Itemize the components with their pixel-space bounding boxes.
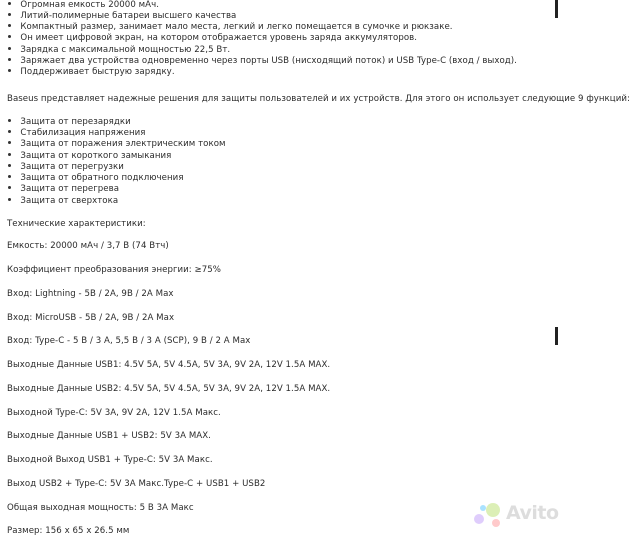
spec-line: Коэффициент преобразования энергии: ≥75% bbox=[7, 265, 222, 275]
bullet-icon bbox=[8, 13, 11, 16]
avito-logo-icon bbox=[470, 502, 504, 528]
protection-item: Защита от сверхтока bbox=[8, 196, 118, 207]
feature-item: Он имеет цифровой экран, на котором отображается уровень заряда аккумуляторов. bbox=[8, 33, 417, 44]
watermark-text: Avito bbox=[506, 502, 559, 524]
bullet-icon bbox=[8, 175, 11, 178]
spec-line: Вход: MicroUSB - 5В / 2А, 9В / 2A Max bbox=[7, 313, 175, 323]
avito-watermark bbox=[470, 500, 559, 530]
spec-line: Выходной Type-C: 5V 3A, 9V 2A, 12V 1.5A Макс. bbox=[7, 408, 221, 418]
spec-line: Выходные Данные USB2: 4.5V 5A, 5V 4.5A, 5V 3A, 9V 2A, 12V 1.5A MAX. bbox=[7, 384, 331, 394]
bullet-icon bbox=[8, 198, 11, 201]
bullet-icon bbox=[8, 119, 11, 122]
bullet-icon bbox=[8, 58, 11, 61]
protection-item: Защита от перезарядки bbox=[8, 117, 131, 128]
spec-line: Выход USB2 + Type-C: 5V 3A Макс.Type-C + USB1 + USB2 bbox=[7, 479, 266, 489]
bullet-icon bbox=[8, 2, 11, 5]
bullet-icon bbox=[8, 69, 11, 72]
bullet-icon bbox=[8, 24, 11, 27]
feature-item: Огромная емкость 20000 мАч. bbox=[8, 0, 159, 11]
bullet-icon bbox=[8, 141, 11, 144]
feature-item: Компактный размер, занимает мало места, легкий и легко помещается в сумочке и рюкзаке. bbox=[8, 22, 453, 33]
bullet-icon bbox=[8, 164, 11, 167]
bullet-icon bbox=[8, 47, 11, 50]
spec-line: Вход: Lightning - 5В / 2А, 9В / 2A Max bbox=[7, 289, 174, 299]
spec-line: Размер: 156 x 65 x 26.5 мм bbox=[7, 526, 130, 536]
spec-line: Выходные Данные USB1 + USB2: 5V 3A MAX. bbox=[7, 431, 211, 441]
feature-item: Заряжает два устройства одновременно через порты USB (нисходящий поток) и USB Type-C (вход / выход). bbox=[8, 56, 517, 67]
protection-item: Защита от обратного подключения bbox=[8, 173, 184, 184]
feature-item: Поддерживает быструю зарядку. bbox=[8, 67, 175, 78]
feature-item: Зарядка с максимальной мощностью 22,5 Вт. bbox=[8, 45, 230, 56]
intro-paragraph: Baseus представляет надежные решения для защиты пользователей и их устройств. Для этого он использует следующие 9 функций: bbox=[7, 94, 630, 104]
feature-item: Литий-полимерные батареи высшего качества bbox=[8, 11, 236, 22]
protection-item: Защита от перегрузки bbox=[8, 162, 124, 173]
spec-line: Выходной Выход USB1 + Type-C: 5V 3A Макс. bbox=[7, 455, 213, 465]
specs-heading: Технические характеристики: bbox=[7, 219, 146, 229]
protection-item: Защита от поражения электрическим током bbox=[8, 139, 226, 150]
bullet-icon bbox=[8, 186, 11, 189]
spec-line: Вход: Type-C - 5 В / 3 A, 5,5 В / 3 A (SCP), 9 В / 2 A Max bbox=[7, 336, 251, 346]
protection-item: Защита от короткого замыкания bbox=[8, 151, 171, 162]
spec-line: Общая выходная мощность: 5 В 3А Макс bbox=[7, 503, 194, 513]
spec-line: Емкость: 20000 мАч / 3,7 В (74 Втч) bbox=[7, 241, 169, 251]
bullet-icon bbox=[8, 35, 11, 38]
bullet-icon bbox=[8, 130, 11, 133]
protection-item: Стабилизация напряжения bbox=[8, 128, 145, 139]
scrollbar-thumb[interactable] bbox=[555, 0, 558, 18]
spec-line: Выходные Данные USB1: 4.5V 5A, 5V 4.5A, 5V 3A, 9V 2A, 12V 1.5A MAX. bbox=[7, 360, 331, 370]
bullet-icon bbox=[8, 153, 11, 156]
protection-item: Защита от перегрева bbox=[8, 184, 119, 195]
scrollbar-thumb[interactable] bbox=[555, 327, 558, 345]
